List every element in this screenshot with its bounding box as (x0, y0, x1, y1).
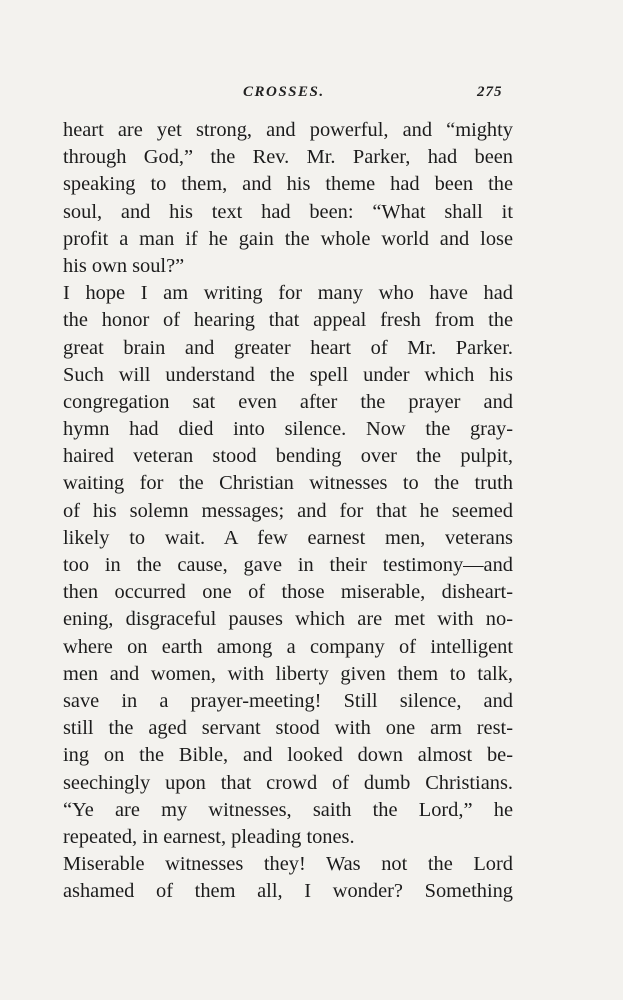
body-text (63, 117, 513, 905)
text-line: congregation sat even after the prayer and (63, 390, 513, 413)
running-head-title: CROSSES. (243, 84, 325, 100)
text-line: where on earth among a company of intelligent (63, 635, 513, 658)
text-line: likely to wait. A few earnest men, veterans (63, 526, 513, 549)
text-line: profit a man if he gain the whole world and lose (63, 227, 513, 250)
text-line: of his solemn messages; and for that he seemed (63, 499, 513, 522)
text-line: then occurred one of those miserable, disheart- (63, 581, 513, 604)
text-line: ening, disgraceful pauses which are met with no- (63, 608, 513, 631)
text-line: Miserable witnesses they! Was not the Lord (63, 853, 513, 876)
text-line: I hope I am writing for many who have had (63, 282, 513, 305)
running-head (0, 84, 623, 108)
text-line: heart are yet strong, and powerful, and “mighty (63, 119, 513, 141)
text-line: the honor of hearing that appeal fresh from the (63, 309, 513, 332)
text-line: too in the cause, gave in their testimony—and (63, 554, 513, 576)
text-line: repeated, in earnest, pleading tones. (63, 825, 355, 848)
text-line: great brain and greater heart of Mr. Parker. (63, 336, 513, 359)
text-line: his own soul?” (63, 254, 185, 277)
text-line: “Ye are my witnesses, saith the Lord,” he (63, 798, 513, 821)
text-line: speaking to them, and his theme had been the (63, 173, 513, 196)
text-line: men and women, with liberty given them to talk, (63, 662, 513, 685)
text-line: still the aged servant stood with one arm rest- (63, 717, 513, 740)
text-line: Such will understand the spell under which his (63, 363, 513, 386)
text-line: seechingly upon that crowd of dumb Christians. (63, 771, 513, 794)
text-line: hymn had died into silence. Now the gray- (63, 418, 513, 441)
text-line: save in a prayer-meeting! Still silence, and (63, 689, 513, 712)
text-line: ashamed of them all, I wonder? Something (63, 880, 513, 903)
text-line: ing on the Bible, and looked down almost be- (63, 744, 513, 767)
text-line: through God,” the Rev. Mr. Parker, had been (63, 146, 513, 169)
page-number: 275 (477, 84, 503, 100)
text-line: haired veteran stood bending over the pulpit, (63, 445, 513, 468)
text-line: waiting for the Christian witnesses to the truth (63, 472, 513, 495)
text-line: soul, and his text had been: “What shall it (63, 200, 513, 223)
